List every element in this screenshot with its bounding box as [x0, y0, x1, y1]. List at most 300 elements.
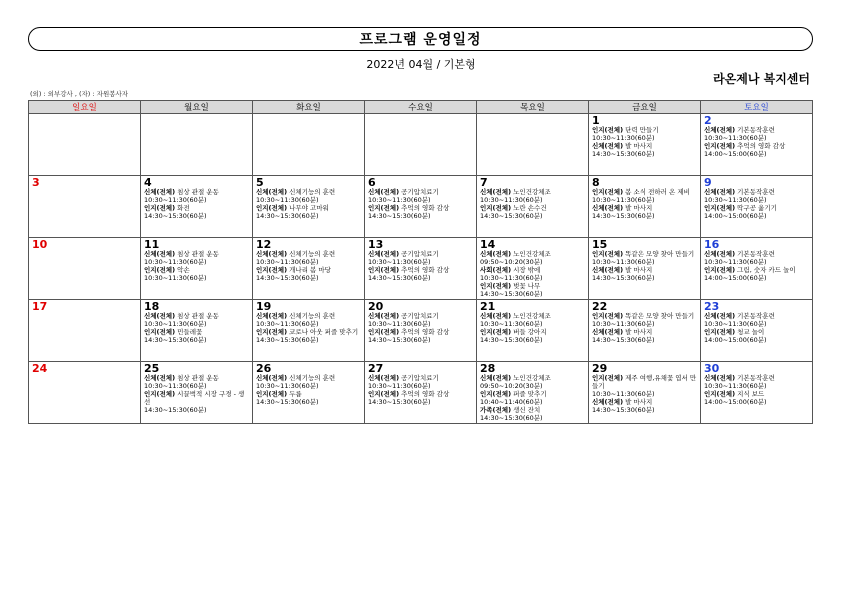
program-event: [480, 328, 586, 344]
event-title: 기본동작훈련: [737, 188, 775, 196]
program-event: [480, 390, 586, 406]
event-time: 10:30~11:30(60분): [144, 382, 207, 390]
event-time: 10:30~11:30(60분): [480, 274, 543, 282]
day-number: 5: [256, 176, 264, 189]
event-time: 10:30~11:30(60분): [368, 382, 431, 390]
event-time: 14:30~15:30(60분): [592, 274, 655, 282]
day-number: 14: [480, 238, 496, 251]
event-time: 14:30~15:30(60분): [480, 290, 543, 298]
calendar-body: [29, 114, 813, 424]
event-title: 신체기능의 훈련: [289, 374, 336, 382]
event-category: 인지(전체): [144, 328, 176, 336]
program-event: [480, 406, 586, 422]
event-category: 신체(전체): [256, 374, 288, 382]
day-number: 17: [32, 300, 48, 313]
event-time: 10:30~11:30(60분): [704, 196, 767, 204]
event-title: 신체기능의 훈련: [289, 188, 336, 196]
day-number: 7: [480, 176, 488, 189]
day-cell: [253, 114, 365, 176]
event-title: 침상 관절 운동: [177, 374, 219, 382]
program-event: [704, 142, 810, 158]
day-cell: [589, 238, 701, 300]
day-number: 16: [704, 238, 720, 251]
event-time: 10:30~11:30(60분): [704, 320, 767, 328]
event-time: 14:30~15:30(60분): [592, 406, 655, 414]
event-time: 10:30~11:30(60분): [144, 196, 207, 204]
event-time: 14:30~15:30(60분): [592, 336, 655, 344]
day-cell: [29, 362, 141, 424]
program-event: [704, 390, 810, 406]
event-title: 화전: [177, 204, 190, 212]
day-number: 30: [704, 362, 720, 375]
center-name: 라온제나 복지센터: [713, 72, 810, 86]
day-cell: [589, 114, 701, 176]
day-cell: [701, 300, 813, 362]
event-category: 신체(전체): [368, 374, 400, 382]
weekday-tuesday: 화요일: [253, 101, 365, 114]
event-category: 인지(전체): [592, 188, 624, 196]
day-cell: [29, 176, 141, 238]
event-title: 코로나 아웃 퍼즐 맞추기: [289, 328, 359, 336]
program-event: [256, 204, 362, 220]
event-category: 인지(전체): [256, 204, 288, 212]
day-cell: [589, 176, 701, 238]
event-category: 인지(전체): [592, 312, 624, 320]
event-time: 14:00~15:00(60분): [704, 212, 767, 220]
program-event: [368, 328, 474, 344]
program-event: [368, 390, 474, 406]
event-category: 인지(전체): [480, 328, 512, 336]
event-category: 인지(전체): [368, 328, 400, 336]
event-title: 시장 밖에: [513, 266, 541, 274]
event-category: 인지(전체): [704, 266, 736, 274]
event-title: 개나리 봄 마당: [289, 266, 331, 274]
event-time: 10:30~11:30(60분): [592, 134, 655, 142]
day-cell: [141, 362, 253, 424]
day-cell: [365, 362, 477, 424]
event-category: 신체(전체): [256, 250, 288, 258]
event-time: 14:30~15:30(60분): [592, 212, 655, 220]
event-time: 10:30~11:30(60분): [256, 258, 319, 266]
event-time: 14:30~15:30(60분): [368, 274, 431, 282]
weekday-saturday: 토요일: [701, 101, 813, 114]
event-title: 제주 여행,유채꽃 엽서 만들기: [592, 374, 697, 390]
day-number: 29: [592, 362, 608, 375]
event-title: 청교 놀이: [737, 328, 765, 336]
day-number: 15: [592, 238, 608, 251]
event-title: 추억의 영화 감상: [401, 328, 450, 336]
day-cell: [141, 238, 253, 300]
day-cell: [365, 176, 477, 238]
day-cell: [253, 238, 365, 300]
day-cell: [29, 114, 141, 176]
day-cell: [701, 238, 813, 300]
event-time: 10:30~11:30(60분): [256, 320, 319, 328]
day-number: 1: [592, 114, 600, 127]
event-category: 신체(전체): [592, 398, 624, 406]
event-title: 침상 관절 운동: [177, 188, 219, 196]
event-category: 인지(전체): [592, 250, 624, 258]
event-time: 14:30~15:30(60분): [368, 398, 431, 406]
event-time: 10:30~11:30(60분): [592, 320, 655, 328]
event-title: 나무야 고마워: [289, 204, 329, 212]
event-category: 인지(전체): [256, 266, 288, 274]
week-row: [29, 362, 813, 424]
program-event: [368, 312, 474, 328]
event-title: 노인건강체조: [513, 312, 551, 320]
event-title: 발 마사지: [625, 398, 653, 406]
program-event: [704, 328, 810, 344]
program-event: [368, 204, 474, 220]
program-event: [256, 188, 362, 204]
event-time: 10:30~11:30(60분): [480, 196, 543, 204]
day-cell: [253, 300, 365, 362]
program-event: [256, 328, 362, 344]
day-cell: [477, 238, 589, 300]
program-event: [480, 250, 586, 266]
event-time: 14:30~15:30(60분): [368, 212, 431, 220]
day-cell: [365, 238, 477, 300]
event-time: 14:30~15:30(60분): [144, 336, 207, 344]
program-event: [144, 204, 250, 220]
program-event: [368, 374, 474, 390]
event-time: 10:30~11:30(60분): [592, 258, 655, 266]
event-category: 인지(전체): [144, 266, 176, 274]
week-row: [29, 300, 813, 362]
event-title: 기본동작훈련: [737, 126, 775, 134]
event-category: 신체(전체): [704, 374, 736, 382]
program-event: [368, 266, 474, 282]
weekday-friday: 금요일: [589, 101, 701, 114]
day-cell: [29, 238, 141, 300]
event-title: 악손: [177, 266, 190, 274]
day-number: 12: [256, 238, 272, 251]
event-title: 버들 강아지: [513, 328, 547, 336]
event-time: 09:50~10:20(30분): [480, 258, 543, 266]
event-category: 가족(전체): [480, 406, 512, 414]
event-title: 퍼즐 맞추기: [513, 390, 547, 398]
day-cell: [141, 176, 253, 238]
event-title: 추억의 영화 감상: [737, 142, 786, 150]
event-category: 인지(전체): [704, 204, 736, 212]
day-cell: [477, 176, 589, 238]
day-number: 18: [144, 300, 160, 313]
day-number: 19: [256, 300, 272, 313]
program-event: [704, 374, 810, 390]
weekday-header-row: [29, 101, 813, 114]
day-cell: [141, 300, 253, 362]
event-time: 10:30~11:30(60분): [704, 134, 767, 142]
event-title: 시끌벅적 시장 구경 - 생선: [144, 390, 245, 406]
event-time: 09:50~10:20(30분): [480, 382, 543, 390]
day-number: 13: [368, 238, 384, 251]
program-event: [704, 126, 810, 142]
event-category: 신체(전체): [368, 312, 400, 320]
program-event: [144, 374, 250, 390]
event-category: 신체(전체): [144, 250, 176, 258]
day-cell: [253, 176, 365, 238]
day-number: 8: [592, 176, 600, 189]
event-title: 봄 소식 전하러 온 제비: [625, 188, 690, 196]
day-number: 22: [592, 300, 608, 313]
event-category: 신체(전체): [704, 126, 736, 134]
day-number: 24: [32, 362, 48, 375]
event-title: 발 마사지: [625, 142, 653, 150]
event-category: 신체(전체): [480, 250, 512, 258]
event-category: 신체(전체): [592, 204, 624, 212]
event-category: 인지(전체): [480, 204, 512, 212]
legend-note: (외) : 외부강사 , (자) : 자원봉사자: [30, 90, 129, 98]
event-title: 추억의 영화 감상: [401, 390, 450, 398]
event-title: 단력 만들기: [625, 126, 659, 134]
event-time: 10:30~11:30(60분): [368, 320, 431, 328]
day-number: 25: [144, 362, 160, 375]
day-number: 26: [256, 362, 272, 375]
program-event: [256, 312, 362, 328]
event-category: 인지(전체): [480, 282, 512, 290]
event-title: 발 마사지: [625, 328, 653, 336]
event-category: 인지(전체): [368, 204, 400, 212]
day-number: 9: [704, 176, 712, 189]
program-event: [704, 250, 810, 266]
day-cell: [589, 362, 701, 424]
program-event: [480, 188, 586, 204]
event-category: 인지(전체): [144, 390, 176, 398]
event-title: 똑같은 모양 찾아 만들기: [625, 250, 695, 258]
program-event: [704, 188, 810, 204]
week-row: [29, 114, 813, 176]
event-time: 10:30~11:30(60분): [480, 320, 543, 328]
weekday-sunday: 일요일: [29, 101, 141, 114]
event-category: 신체(전체): [592, 142, 624, 150]
event-title: 노란 손수건: [513, 204, 547, 212]
event-category: 신체(전체): [368, 188, 400, 196]
program-event: [480, 374, 586, 390]
day-number: 6: [368, 176, 376, 189]
event-category: 인지(전체): [704, 390, 736, 398]
program-event: [256, 390, 362, 406]
program-event: [704, 204, 810, 220]
event-title: 민들레꽃: [177, 328, 203, 336]
program-event: [368, 250, 474, 266]
event-time: 10:30~11:30(60분): [256, 196, 319, 204]
event-category: 신체(전체): [480, 374, 512, 382]
event-title: 신체기능의 훈련: [289, 250, 336, 258]
program-event: [480, 282, 586, 298]
event-time: 10:30~11:30(60분): [368, 196, 431, 204]
event-category: 신체(전체): [256, 312, 288, 320]
event-title: 신체기능의 훈련: [289, 312, 336, 320]
program-event: [592, 328, 698, 344]
event-title: 추억의 영화 감상: [401, 266, 450, 274]
event-title: 노인건강체조: [513, 188, 551, 196]
page-title-box: [28, 27, 813, 51]
day-cell: [365, 300, 477, 362]
program-event: [144, 266, 250, 282]
event-time: 10:30~11:30(60분): [704, 258, 767, 266]
event-title: 발 마사지: [625, 266, 653, 274]
event-category: 신체(전체): [144, 374, 176, 382]
event-time: 14:30~15:30(60분): [480, 414, 543, 422]
event-time: 14:30~15:30(60분): [144, 212, 207, 220]
event-category: 신체(전체): [368, 250, 400, 258]
day-cell: [29, 300, 141, 362]
program-event: [144, 328, 250, 344]
day-cell: [701, 114, 813, 176]
day-number: 27: [368, 362, 384, 375]
event-time: 10:30~11:30(60분): [592, 196, 655, 204]
day-number: 10: [32, 238, 48, 251]
event-title: 기본동작훈련: [737, 374, 775, 382]
event-time: 14:30~15:30(60분): [368, 336, 431, 344]
program-event: [592, 204, 698, 220]
day-number: 2: [704, 114, 712, 127]
program-event: [480, 266, 586, 282]
weekday-wednesday: 수요일: [365, 101, 477, 114]
event-title: 기본동작훈련: [737, 312, 775, 320]
program-event: [592, 266, 698, 282]
event-time: 14:30~15:30(60분): [480, 212, 543, 220]
event-category: 인지(전체): [704, 142, 736, 150]
day-number: 23: [704, 300, 720, 313]
event-category: 신체(전체): [480, 188, 512, 196]
event-title: 기본동작훈련: [737, 250, 775, 258]
day-number: 28: [480, 362, 496, 375]
event-time: 10:30~11:30(60분): [144, 258, 207, 266]
event-title: 침상 관절 운동: [177, 250, 219, 258]
event-title: 노인건강체조: [513, 374, 551, 382]
event-category: 인지(전체): [592, 126, 624, 134]
event-title: 공기압치료기: [401, 188, 439, 196]
page-subtitle: 2022년 04월 / 기본형: [366, 58, 476, 71]
event-time: 10:30~11:30(60분): [592, 390, 655, 398]
event-title: 생신 잔치: [513, 406, 541, 414]
event-time: 14:30~15:30(60분): [144, 406, 207, 414]
event-category: 인지(전체): [368, 266, 400, 274]
day-number: 20: [368, 300, 384, 313]
day-cell: [477, 114, 589, 176]
week-row: [29, 238, 813, 300]
event-category: 신체(전체): [704, 312, 736, 320]
event-category: 인지(전체): [144, 204, 176, 212]
day-number: 3: [32, 176, 40, 189]
program-event: [480, 312, 586, 328]
event-category: 신체(전체): [144, 312, 176, 320]
event-category: 신체(전체): [480, 312, 512, 320]
event-category: 신체(전체): [592, 266, 624, 274]
event-category: 인지(전체): [480, 390, 512, 398]
event-title: 공기압치료기: [401, 374, 439, 382]
event-category: 인지(전체): [256, 390, 288, 398]
day-cell: [589, 300, 701, 362]
day-cell: [141, 114, 253, 176]
program-event: [144, 250, 250, 266]
day-cell: [701, 362, 813, 424]
event-category: 신체(전체): [592, 328, 624, 336]
event-title: 똑같은 모양 찾아 만들기: [625, 312, 695, 320]
weekday-monday: 월요일: [141, 101, 253, 114]
program-event: [144, 188, 250, 204]
event-time: 14:30~15:30(60분): [592, 150, 655, 158]
program-event: [592, 312, 698, 328]
event-title: 공기압치료기: [401, 312, 439, 320]
event-title: 침상 관절 운동: [177, 312, 219, 320]
event-time: 10:30~11:30(60분): [704, 382, 767, 390]
program-event: [704, 266, 810, 282]
event-time: 14:30~15:30(60분): [256, 398, 319, 406]
event-category: 사회(전체): [480, 266, 512, 274]
program-event: [480, 204, 586, 220]
event-title: 지식 보드: [737, 390, 765, 398]
day-cell: [701, 176, 813, 238]
program-event: [368, 188, 474, 204]
event-title: 두릅: [289, 390, 302, 398]
event-title: 공기압치료기: [401, 250, 439, 258]
day-cell: [477, 300, 589, 362]
event-title: 벚꽃 나무: [513, 282, 541, 290]
day-number: 4: [144, 176, 152, 189]
event-time: 14:30~15:30(60분): [256, 212, 319, 220]
event-title: 그림, 숫자 카드 놀이: [737, 266, 796, 274]
day-number: 21: [480, 300, 496, 313]
program-event: [592, 250, 698, 266]
event-time: 14:30~15:30(60분): [480, 336, 543, 344]
event-category: 신체(전체): [704, 250, 736, 258]
event-time: 14:00~15:00(60분): [704, 398, 767, 406]
event-category: 신체(전체): [144, 188, 176, 196]
calendar-table: [28, 100, 813, 424]
event-time: 10:40~11:40(60분): [480, 398, 543, 406]
event-category: 인지(전체): [592, 374, 624, 382]
event-time: 14:00~15:00(60분): [704, 150, 767, 158]
event-category: 신체(전체): [256, 188, 288, 196]
program-event: [592, 126, 698, 142]
program-event: [592, 188, 698, 204]
event-category: 인지(전체): [704, 328, 736, 336]
event-time: 10:30~11:30(60분): [256, 382, 319, 390]
event-time: 14:00~15:00(60분): [704, 336, 767, 344]
event-time: 14:30~15:30(60분): [256, 336, 319, 344]
program-event: [592, 398, 698, 414]
event-time: 10:30~11:30(60분): [144, 320, 207, 328]
program-event: [256, 374, 362, 390]
day-cell: [253, 362, 365, 424]
week-row: [29, 176, 813, 238]
program-event: [256, 266, 362, 282]
event-category: 인지(전체): [256, 328, 288, 336]
event-time: 10:30~11:30(60분): [144, 274, 207, 282]
event-time: 14:30~15:30(60분): [256, 274, 319, 282]
day-cell: [365, 114, 477, 176]
event-title: 발 마사지: [625, 204, 653, 212]
day-cell: [477, 362, 589, 424]
program-event: [144, 390, 250, 414]
weekday-thursday: 목요일: [477, 101, 589, 114]
event-title: 노인건강체조: [513, 250, 551, 258]
event-title: 딱구공 옮기기: [737, 204, 777, 212]
event-category: 신체(전체): [704, 188, 736, 196]
page-title: 프로그램 운영일정: [359, 32, 482, 48]
event-time: 10:30~11:30(60분): [368, 258, 431, 266]
program-event: [704, 312, 810, 328]
event-title: 추억의 영화 감상: [401, 204, 450, 212]
program-event: [144, 312, 250, 328]
program-event: [592, 374, 698, 398]
day-number: 11: [144, 238, 160, 251]
program-event: [256, 250, 362, 266]
program-event: [592, 142, 698, 158]
event-category: 인지(전체): [368, 390, 400, 398]
